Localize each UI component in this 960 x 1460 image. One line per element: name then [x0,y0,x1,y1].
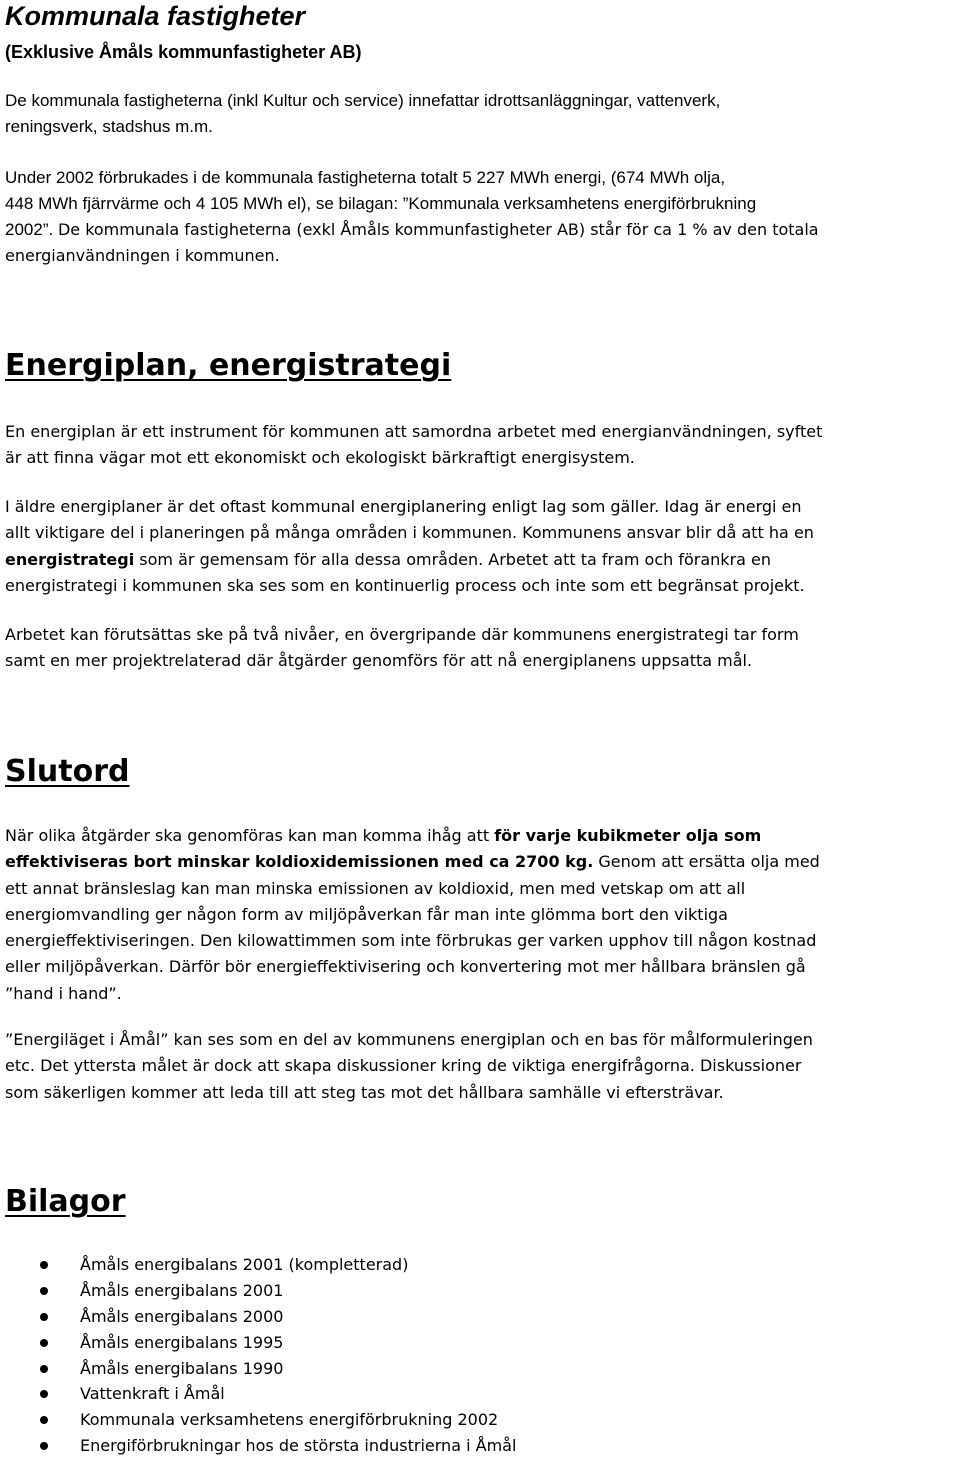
text-line: ett annat bränsleslag kan man minska emissionen av koldioxid, men med vetskap om att all [5,878,746,898]
paragraph-slutord-main [5,823,957,1007]
list-item [5,1278,516,1304]
list-item-label: Åmåls energibalans 2000 [80,1306,284,1326]
bullet-icon [40,1390,48,1398]
text-line: samt en mer projektrelaterad där åtgärder genomförs för att nå energiplanens uppsatta mål. [5,651,753,671]
section-subtitle: (Exklusive Åmåls kommunfastigheter AB) [5,42,362,62]
text-line: I äldre energiplaner är det oftast kommunal energiplanering enligt lag som gäller. Idag är energi en [5,497,802,516]
paragraph-energiplan-levels [5,622,957,675]
text-line: energiomvandling ger någon form av miljöpåverkan får man inte glömma bort den viktiga [5,904,728,924]
paragraph-fastigheter-usage [5,165,957,269]
text-line [5,547,957,573]
bullet-icon [40,1365,48,1373]
section-title: Kommunala fastigheter [5,1,306,31]
text-line: ”Energiläget i Åmål” kan ses som en del av kommunens energiplan och en bas för målformuleringen [5,1030,813,1049]
list-item-label: Åmåls energibalans 2001 [80,1280,284,1300]
text-run: 2002”. [5,220,58,239]
text-line: De kommunala fastigheterna (inkl Kultur och service) innefattar idrottsanläggningar, vattenverk, [5,91,721,110]
bold-term: energistrategi [5,549,135,569]
bullet-icon [40,1287,48,1295]
bilagor-list [5,1252,516,1459]
list-item [5,1381,516,1407]
text-line: 448 MWh fjärrvärme och 4 105 MWh el), se bilagan: ”Kommunala verksamhetens energiförbrukning [5,194,757,213]
list-item [5,1433,516,1459]
bullet-icon [40,1339,48,1347]
list-item [5,1407,516,1433]
bullet-icon [40,1416,48,1424]
heading-slutord: Slutord [5,754,130,789]
text-line: Arbetet kan förutsättas ske på två nivåer, en övergripande där kommunens energistrategi tar form [5,625,799,644]
list-item-label: Energiförbrukningar hos de största industrierna i Åmål [80,1436,517,1456]
bullet-icon [40,1442,48,1450]
list-item-label: Kommunala verksamhetens energiförbrukning 2002 [80,1410,499,1430]
text-run: som är gemensam för alla dessa områden. Arbetet att ta fram och förankra en [134,549,772,569]
text-run: De kommunala fastigheterna (exkl Åmåls kommunfastigheter AB) står för ca 1 % av den totala [57,220,819,239]
bullet-icon [40,1313,48,1321]
text-line: En energiplan är ett instrument för kommunen att samordna arbetet med energianvändningen, syftet [5,422,823,441]
text-line: energistrategi i kommunen ska ses som en kontinuerlig process och inte som ett begränsat projekt. [5,575,805,595]
paragraph-energiplan-definition [5,419,957,472]
text-line: ”hand i hand”. [5,983,122,1003]
bold-statement: för varje kubikmeter olja som [494,826,762,845]
text-run: Genom att ersätta olja med [593,852,820,872]
list-item [5,1356,516,1382]
text-line: är att finna vägar mot ett ekonomiskt och ekologiskt bärkraftigt energisystem. [5,448,635,468]
text-line: allt viktigare del i planeringen på många områden i kommunen. Kommunens ansvar blir då att ha en [5,523,814,543]
text-line: reningsverk, stadshus m.m. [5,117,213,136]
text-line [5,217,957,243]
list-item-label: Åmåls energibalans 1995 [80,1332,284,1352]
bullet-icon [40,1261,48,1269]
list-item [5,1330,516,1356]
text-run: När olika åtgärder ska genomföras kan man komma ihåg att [5,826,495,845]
text-line: som säkerligen kommer att leda till att steg tas mot det hållbara samhälle vi eftersträvar. [5,1082,724,1102]
text-line: Under 2002 förbrukades i de kommunala fastigheterna totalt 5 227 MWh energi, (674 MWh olja, [5,168,726,187]
text-line: energieffektiviseringen. Den kilowattimmen som inte förbrukas ger varken upphov till någon kostnad [5,931,817,951]
list-item-label: Åmåls energibalans 1990 [80,1358,284,1378]
text-line [5,823,957,849]
paragraph-fastigheter-scope [5,88,957,140]
text-line: energianvändningen i kommunen. [5,246,280,265]
paragraph-slutord-goal [5,1027,957,1106]
list-item-label: Åmåls energibalans 2001 (kompletterad) [80,1255,409,1274]
paragraph-energiplan-strategy [5,494,957,599]
text-line: etc. Det yttersta målet är dock att skapa diskussioner kring de viktiga energifrågorna. Diskussioner [5,1056,802,1076]
heading-energiplan: Energiplan, energistrategi [5,348,452,383]
heading-bilagor: Bilagor [5,1184,126,1219]
list-item [5,1252,516,1278]
text-line: eller miljöpåverkan. Därför bör energieffektivisering och konvertering mot mer hållbara bränslen gå [5,957,806,977]
list-item-label: Vattenkraft i Åmål [80,1384,225,1404]
list-item [5,1304,516,1330]
text-line [5,849,957,875]
bold-statement: effektiviseras bort minskar koldioxidemissionen med ca 2700 kg. [5,852,594,872]
